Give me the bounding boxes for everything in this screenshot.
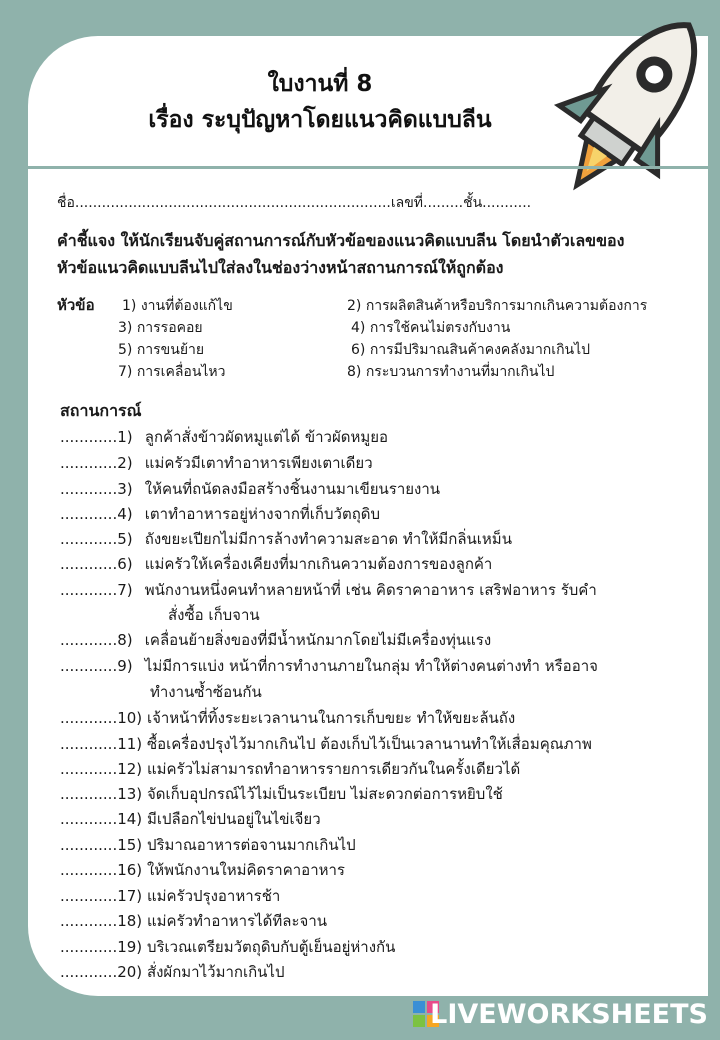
situation-item: ............8) เคลื่อนย้ายสิ่งของที่มีน้ำหนักมากโดยไม่มีเครื่องทุ่นแรง xyxy=(60,631,492,649)
instruction-line-1: คำชี้แจง ให้นักเรียนจับคู่สถานการณ์กับหัวข้อของแนวคิดแบบลีน โดยนำตัวเลขของ xyxy=(57,231,625,250)
situation-item: ............5) ถังขยะเปียกไม่มีการล้างทำความสะอาด ทำให้มีกลิ่นเหม็น xyxy=(60,530,512,548)
situation-item: ............2) แม่ครัวมีเตาทำอาหารเพียงเตาเดียว xyxy=(60,454,373,472)
worksheet-subtitle: เรื่อง ระบุปัญหาโดยแนวคิดแบบลีน xyxy=(148,107,492,133)
answer-blank[interactable]: ............7) xyxy=(60,581,133,599)
situation-item: ............9) ไม่มีการแบ่ง หน้าที่การทำงานภายในกลุ่ม ทำให้ต่างคนต่างทำ หรืออาจ xyxy=(60,657,598,675)
answer-blank[interactable]: ............4) xyxy=(60,505,133,523)
answer-blank[interactable]: ............1) xyxy=(60,428,133,446)
answer-blank[interactable]: ............12) xyxy=(60,760,143,778)
situation-item: ............10) เจ้าหน้าที่ทิ้งระยะเวลานานในการเก็บขยะ ทำให้ขยะล้นถัง xyxy=(60,709,516,727)
situation-continuation: ทำงานซ้ำซ้อนกัน xyxy=(150,683,262,701)
topic-item: 8) กระบวนการทำงานที่มากเกินไป xyxy=(347,364,555,380)
situation-continuation: สั่งซื้อ เก็บจาน xyxy=(168,606,260,624)
answer-blank[interactable]: ............14) xyxy=(60,810,143,828)
situation-item: ............1) ลูกค้าสั่งข้าวผัดหมูแต่ได้ ข้าวผัดหมูยอ xyxy=(60,428,389,446)
situation-item: ............15) ปริมาณอาหารต่อจานมากเกินไป xyxy=(60,836,356,854)
answer-blank[interactable]: ............8) xyxy=(60,631,133,649)
situation-item: ............16) ให้พนักงานใหม่คิดราคาอาหาร xyxy=(60,861,345,879)
answer-blank[interactable]: ............13) xyxy=(60,785,143,803)
topic-item: 4) การใช้คนไม่ตรงกับงาน xyxy=(351,320,511,336)
answer-blank[interactable]: ............19) xyxy=(60,938,143,956)
topic-item: 5) การขนย้าย xyxy=(118,342,205,358)
answer-blank[interactable]: ............6) xyxy=(60,555,133,573)
liveworksheets-brand: LIVEWORKSHEETS xyxy=(430,999,708,1030)
answer-blank[interactable]: ............17) xyxy=(60,887,143,905)
situation-item: ............12) แม่ครัวไม่สามารถทำอาหารรายการเดียวกันในครั้งเดียวได้ xyxy=(60,760,521,778)
situation-item: ............20) สั่งผักมาไว้มากเกินไป xyxy=(60,963,285,981)
answer-blank[interactable]: ............16) xyxy=(60,861,143,879)
situation-item: ............7) พนักงานหนึ่งคนทำหลายหน้าที่ เช่น คิดราคาอาหาร เสริฟอาหาร รับคำ xyxy=(60,581,597,599)
situations-label: สถานการณ์ xyxy=(60,401,142,420)
situation-item: ............19) บริเวณเตรียมวัตถุดิบกับตู้เย็นอยู่ห่างกัน xyxy=(60,938,396,956)
answer-blank[interactable]: ............9) xyxy=(60,657,133,675)
rocket-icon xyxy=(540,0,720,210)
answer-blank[interactable]: ............18) xyxy=(60,912,143,930)
answer-blank[interactable]: ............10) xyxy=(60,709,143,727)
topic-item: 7) การเคลื่อนไหว xyxy=(118,364,226,380)
situation-item: ............18) แม่ครัวทำอาหารได้ทีละจาน xyxy=(60,912,328,930)
instruction-line-2: หัวข้อแนวคิดแบบลีนไปใส่ลงในช่องว่างหน้าสถานการณ์ให้ถูกต้อง xyxy=(57,258,504,277)
situation-item: ............13) จัดเก็บอุปกรณ์ไว้ไม่เป็นระเบียบ ไม่สะดวกต่อการหยิบใช้ xyxy=(60,785,503,803)
situation-item: ............4) เตาทำอาหารอยู่ห่างจากที่เก็บวัตถุดิบ xyxy=(60,505,381,523)
situation-item: ............14) มีเปลือกไข่ปนอยู่ในไข่เจียว xyxy=(60,810,321,828)
situation-item: ............11) ซื้อเครื่องปรุงไว้มากเกินไป ต้องเก็บไว้เป็นเวลานานทำให้เสื่อมคุณภาพ xyxy=(60,735,592,753)
name-line[interactable]: ชื่อ.......................................................................เลขที่.........ชั้น........... xyxy=(57,195,532,211)
answer-blank[interactable]: ............20) xyxy=(60,963,143,981)
topic-item: 3) การรอคอย xyxy=(118,320,203,336)
situation-item: ............17) แม่ครัวปรุงอาหารช้า xyxy=(60,887,281,905)
topic-item: 2) การผลิตสินค้าหรือบริการมากเกินความต้องการ xyxy=(347,298,648,314)
situation-item: ............6) แม่ครัวให้เครื่องเคียงที่มากเกินความต้องการของลูกค้า xyxy=(60,555,493,573)
situation-item: ............3) ให้คนที่ถนัดลงมือสร้างชิ้นงานมาเขียนรายงาน xyxy=(60,480,441,498)
worksheet-title: ใบงานที่ 8 xyxy=(267,71,373,97)
topics-label: หัวข้อ xyxy=(57,296,95,314)
answer-blank[interactable]: ............2) xyxy=(60,454,133,472)
answer-blank[interactable]: ............5) xyxy=(60,530,133,548)
topic-item: 6) การมีปริมาณสินค้าคงคลังมากเกินไป xyxy=(351,342,591,358)
topic-item: 1) งานที่ต้องแก้ไข xyxy=(122,298,233,314)
header-divider xyxy=(28,166,708,169)
answer-blank[interactable]: ............15) xyxy=(60,836,143,854)
answer-blank[interactable]: ............11) xyxy=(60,735,143,753)
answer-blank[interactable]: ............3) xyxy=(60,480,133,498)
